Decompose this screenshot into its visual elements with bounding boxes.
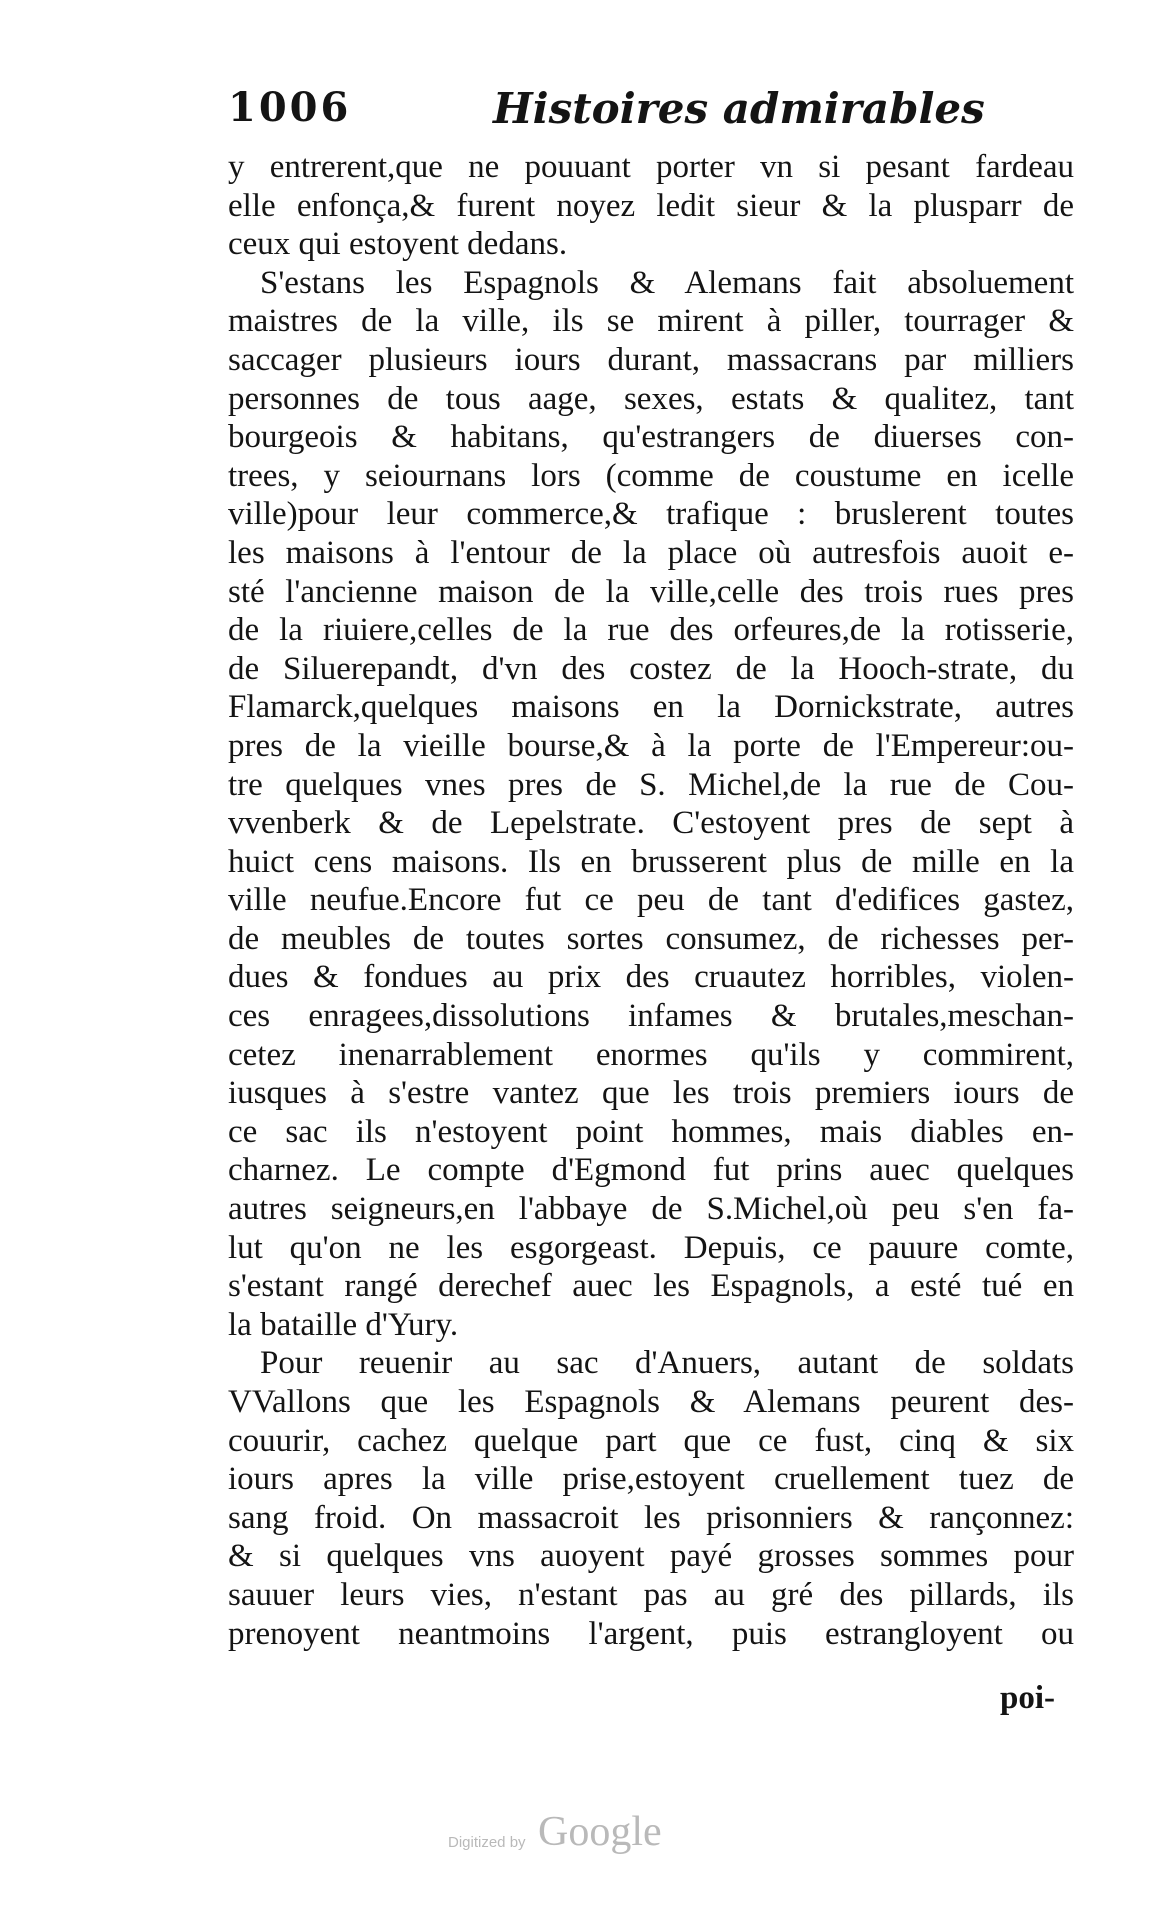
text-line: de meubles de toutes sortes consumez, de richesses per- (228, 920, 1074, 957)
watermark-prefix: Digitized by (448, 1834, 526, 1851)
text-line: les maisons à l'entour de la place où autresfois auoit e- (228, 534, 1074, 571)
text-line: ville neufue.Encore fut ce peu de tant d'edifices gastez, (228, 882, 1074, 919)
text-line: ceux qui estoyent dedans. (228, 226, 568, 263)
text-line: ce sac ils n'estoyent point hommes, mais diables en- (228, 1113, 1074, 1150)
text-line: de la riuiere,celles de la rue des orfeures,de la rotisserie, (228, 612, 1074, 649)
text-line: iours apres la ville prise,estoyent cruellement tuez de (228, 1461, 1074, 1498)
text-line: couurir, cachez quelque part que ce fust, cinq & six (228, 1422, 1074, 1459)
running-title: Histoires admirables (493, 84, 985, 133)
google-logo: Google (538, 1809, 662, 1855)
text-line: ces enragees,dissolutions infames & brutales,meschan- (228, 998, 1074, 1035)
text-line: de Siluerepandt, d'vn des costez de la Hooch-strate, du (228, 650, 1074, 687)
text-line: huict cens maisons. Ils en brusserent plus de mille en la (228, 843, 1074, 880)
text-line: sauuer leurs vies, n'estant pas au gré des pillards, ils (228, 1576, 1074, 1613)
text-line: Flamarck,quelques maisons en la Dornickstrate, autres (228, 689, 1074, 726)
text-line: ville)pour leur commerce,& trafique : bruslerent toutes (228, 496, 1074, 533)
text-line: vvenberk & de Lepelstrate. C'estoyent pres de sept à (228, 805, 1074, 842)
text-line: VVallons que les Espagnols & Alemans peurent des- (228, 1384, 1074, 1420)
text-line: elle enfonça,& furent noyez ledit sieur & la plusparr de (228, 187, 1074, 224)
text-line: y entrerent,que ne pouuant porter vn si pesant fardeau (228, 149, 1074, 185)
digitization-watermark (448, 1808, 728, 1864)
catchword: poi- (1000, 1680, 1056, 1716)
text-line: prenoyent neantmoins l'argent, puis estrangloyent ou (228, 1615, 1074, 1652)
running-head (228, 84, 1068, 144)
text-line: cetez inenarrablement enormes qu'ils y commirent, (228, 1036, 1074, 1073)
text-line: iusques à s'estre vantez que les trois premiers iours de (228, 1075, 1074, 1112)
text-line: maistres de la ville, ils se mirent à piller, tourrager & (228, 303, 1074, 340)
text-line: & si quelques vns auoyent payé grosses sommes pour (228, 1538, 1074, 1575)
text-line: trees, y seiournans lors (comme de coustume en icelle (228, 457, 1074, 494)
text-line: sang froid. On massacroit les prisonniers & rançonnez: (228, 1499, 1074, 1536)
text-line: la bataille d'Yury. (228, 1306, 459, 1343)
text-line: pres de la vieille bourse,& à la porte de l'Empereur:ou- (228, 727, 1074, 764)
text-line: lut qu'on ne les esgorgeast. Depuis, ce pauure comte, (228, 1229, 1074, 1266)
text-line: s'estant rangé derechef auec les Espagnols, a esté tué en (228, 1268, 1074, 1305)
page-number: 1006 (228, 84, 352, 131)
text-line: autres seigneurs,en l'abbaye de S.Michel,où peu s'en fa- (228, 1191, 1074, 1228)
text-line: tre quelques vnes pres de S. Michel,de la rue de Cou- (228, 766, 1074, 803)
text-line: sté l'ancienne maison de la ville,celle des trois rues pres (228, 573, 1074, 610)
text-line: dues & fondues au prix des cruautez horribles, violen- (228, 959, 1074, 996)
body-text (228, 148, 1074, 1653)
text-line: Pour reuenir au sac d'Anuers, autant de soldats (260, 1345, 1074, 1382)
text-line: personnes de tous aage, sexes, estats & qualitez, tant (228, 380, 1074, 417)
text-line: bourgeois & habitans, qu'estrangers de diuerses con- (228, 419, 1074, 456)
text-line: S'estans les Espagnols & Alemans fait absoluement (260, 264, 1074, 301)
text-line: saccager plusieurs iours durant, massacrans par milliers (228, 341, 1074, 378)
text-line: charnez. Le compte d'Egmond fut prins auec quelques (228, 1152, 1074, 1189)
